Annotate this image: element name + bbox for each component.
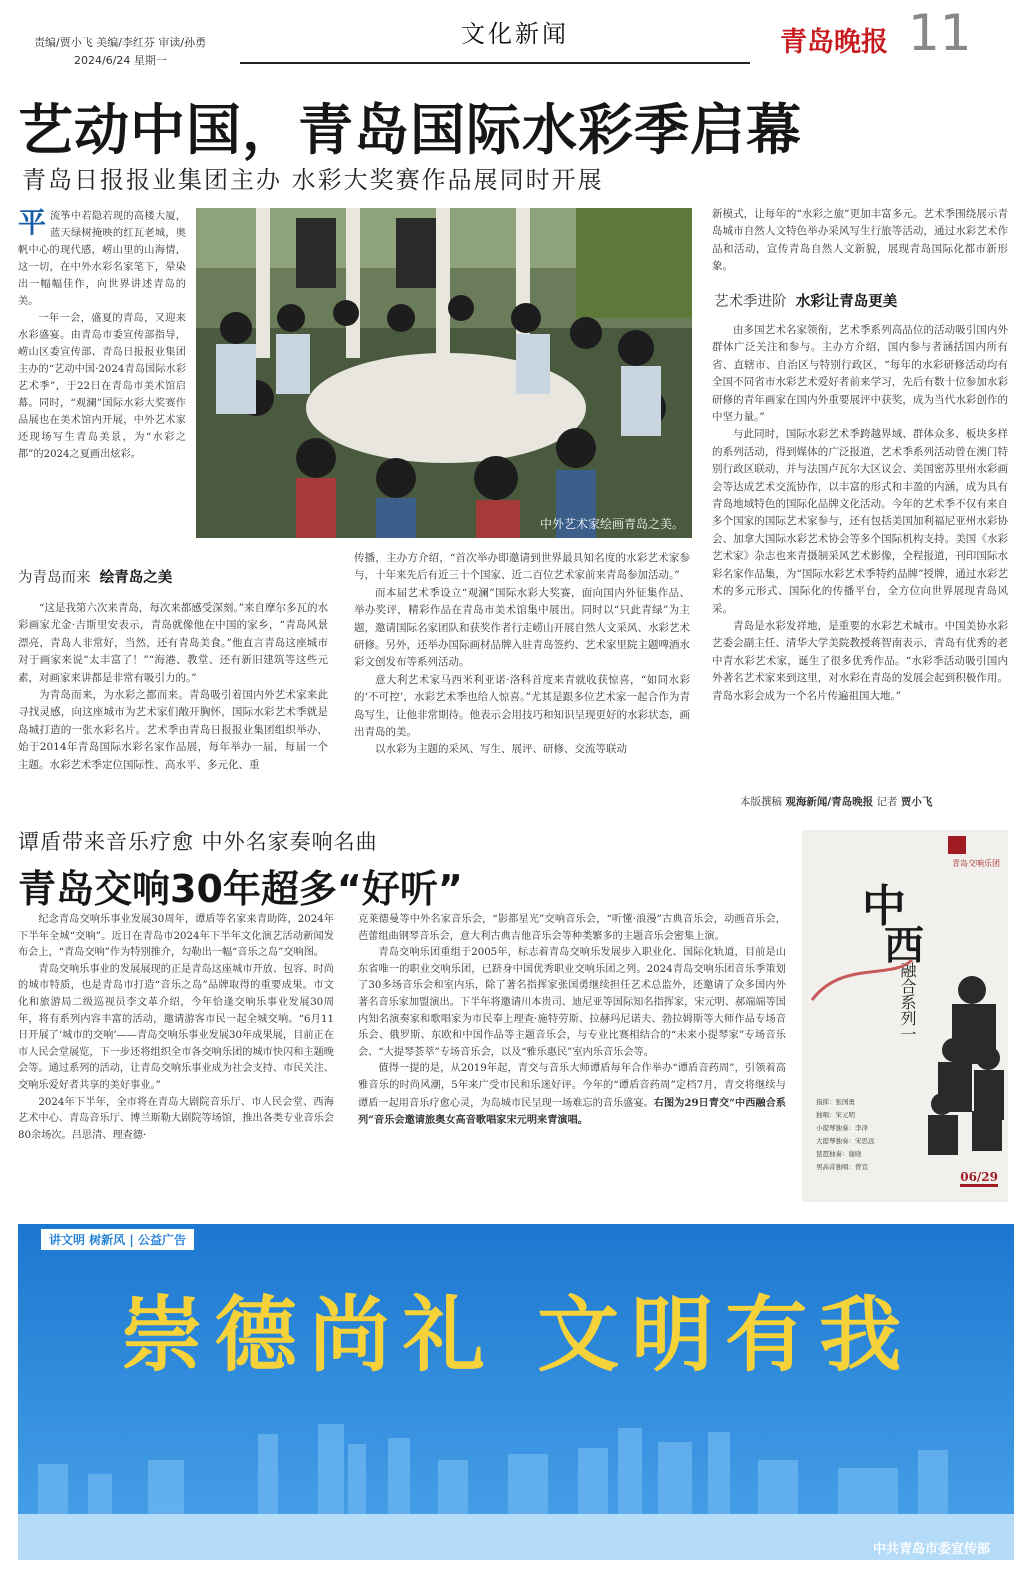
para: 新模式，让每年的“水彩之旅”更加丰富多元。艺术季围绕展示青岛城市自然人文特色举办采风写生行旅等活动，通过水彩艺术作品和活动，宣传青岛自然人文新貌，展现青岛国际化都市新形象。 xyxy=(712,208,1008,273)
credit: 独唱：宋元明 xyxy=(816,1111,855,1119)
issue-date: 2024/6/24 星期一 xyxy=(74,54,167,67)
article1-column-3-top xyxy=(712,206,1008,276)
article2-kicker: 谭盾带来音乐疗愈 中外名家奏响名曲 xyxy=(18,830,378,854)
headline-main: 艺动中国，青岛国际水彩季启幕 xyxy=(18,98,803,162)
subhead-1-bold: 绘青岛之美 xyxy=(99,570,173,586)
poster-title-zhong: 中 xyxy=(862,881,906,932)
para: 青岛是水彩发祥地，是重要的水彩艺术城市。中国美协水彩艺委会副主任、清华大学美院教授蒋智南表示，青岛有优秀的老中青水彩艺术家，诞生了很多优秀作品。“水彩季活动吸引国内外著名艺术家来到这里，对水彩在青岛的发展会起到积极作用。青岛水彩会成为一个名片传遍祖国大地。” xyxy=(712,619,1008,702)
para: 由多国艺术名家领衔，艺术季系列高品位的活动吸引国内外群体广泛关注和参与。主办方介绍，国内参与者涵括国内所有省、直辖市、自治区与特别行政区，“每年的水彩研修活动均有全国不同省市水彩艺术爱好者前来学习，先后有数十位参加水彩研修的青年画家在国内外重要展评中获奖，成为当代水彩创作的中坚力量。” xyxy=(712,324,1008,424)
para: 青岛交响乐事业的发展展现的正是青岛这座城市开放、包容、时尚的城市特质，也是青岛市打造“音乐之岛”品牌取得的重要成果。市文化和旅游局二级巡视员李文革介绍，今年恰逢交响乐事业发展30周年，将有系列内容丰富的活动，邀请游客市民一起全城交响。“6月11日开展了‘城市的交响’——青岛交响乐事业发展30年成果展，目前正在市人民会堂展览，下一步还将组织全市各交响乐团的城市快闪和主题晚会等。通过系列的活动，让青岛交响乐事业成为社会支持、市民关注、交响乐爱好者共享的美好事业。” xyxy=(18,963,334,1091)
poster-date: 06/29 xyxy=(960,1170,998,1187)
poster-credits xyxy=(816,1096,875,1174)
byline-source: 观海新闻/青岛晚报 xyxy=(785,796,874,808)
article2-column-1 xyxy=(18,912,334,1210)
para: 传播，主办方介绍，“首次举办即邀请到世界最具知名度的水彩艺术家参与，十年来先后有近三十个国家、近二百位艺术家前来青岛参加活动。” xyxy=(354,552,690,582)
byline xyxy=(740,794,1008,814)
poster-series: 融合系列一 xyxy=(898,962,917,1042)
newspaper-logo: 青岛晚报 xyxy=(780,27,888,58)
credit: 琵琶独奏：谢晓 xyxy=(816,1150,862,1158)
photo-note: 右图为29日青交“中西融合系列”音乐会邀请旅奥女高音歌唱家宋元明来青演唱。 xyxy=(358,1096,786,1127)
editor-credits: 责编/贾小飞 美编/李红芬 审读/孙勇 xyxy=(34,36,207,49)
para-text: 值得一提的是，从2019年起，青交与音乐大师谭盾每年合作举办“谭盾音药周”，引领着高雅音乐的时尚风潮，5年来广受市民和乐迷好评。今年的“谭盾音药周”定档7月，青交将继续与谭盾一起用音乐疗愈心灵，为岛城市民呈现一场难忘的音乐盛宴。 xyxy=(358,1063,786,1109)
article1-column-2 xyxy=(354,550,690,812)
crowd-photo-illustration xyxy=(196,208,692,538)
article2-column-2 xyxy=(358,912,786,1210)
para: 克莱德曼等中外名家音乐会，“影都星光”交响音乐会，“听懂·浪漫”古典音乐会，动画音乐会，芭蕾组曲钢琴音乐会，意大利古典吉他音乐会等种类繁多的主题音乐会密集上演。 xyxy=(358,914,786,942)
para: 而本届艺术季设立“观澜”国际水彩大奖赛，面向国内外征集作品、举办奖评，精彩作品在青岛市美术馆集中展出。同时以“只此青绿”为主题，邀请国际名家团队和获奖作者行走崂山开展自然人文采风、水彩艺术研修。另外，还举办国际画材品牌入驻青岛签约、艺术家里院主题啤酒水彩文创发布等系列活动。 xyxy=(354,586,690,669)
dropcap: 平 xyxy=(18,208,47,239)
para xyxy=(358,1061,786,1129)
section-title: 文化新闻 xyxy=(461,20,569,48)
credit: 小提琴独奏：李泽 xyxy=(816,1124,868,1132)
byline-reporter: 贾小飞 xyxy=(900,796,933,808)
poster-title-xi: 西 xyxy=(884,922,924,969)
subhead-2-prefix: 艺术季进阶 xyxy=(714,294,787,310)
concert-poster xyxy=(802,830,1008,1202)
subhead-2 xyxy=(714,290,897,311)
painting-event-photo xyxy=(196,208,692,538)
article1-column-1 xyxy=(18,600,328,812)
masthead-rule xyxy=(240,62,750,64)
para: 以水彩为主题的采风、写生、展评、研修、交流等联动 xyxy=(375,743,627,756)
ad-tag-text: 讲文明 树新风 xyxy=(49,1233,126,1247)
ad-tag-label: 公益广告 xyxy=(137,1233,186,1247)
credit: 大提琴独奏：宋思远 xyxy=(816,1137,875,1145)
headline-subtitle: 青岛日报报业集团主办 水彩大奖赛作品展同时开展 xyxy=(22,166,604,194)
byline-prefix: 本版撰稿 xyxy=(740,796,782,808)
subhead-2-bold: 水彩让青岛更美 xyxy=(795,294,898,310)
para: 为青岛而来，为水彩之都而来。青岛吸引着国内外艺术家来此寻找灵感，向这座城市为艺术家们敞开胸怀，国际水彩艺术季就是岛城打造的一张水彩名片。艺术季由青岛日报报业集团组织举办，始于2014年青岛国际水彩名家作品展，每年举办一届，每届一个主题。水彩艺术季定位国际性、高水平、多元化、重 xyxy=(18,689,328,771)
lead-paragraph: 流筝中若隐若现的高楼大厦，蓝天绿树掩映的红瓦老城，奥帆中心的现代感，崂山里的山海情，这一切，在中外水彩名家笔下，晕染出一幅幅佳作，向世界讲述青岛的美。 xyxy=(18,211,186,307)
article2-headline: 青岛交响30年超多“好听” xyxy=(18,867,463,911)
credit: 指挥：张国勇 xyxy=(816,1098,855,1106)
article1-column-3 xyxy=(712,322,1008,796)
photo-caption: 中外艺术家绘画青岛之美。 xyxy=(539,517,684,531)
para: 青岛交响乐团重组于2005年，标志着青岛交响乐发展步入职业化、国际化轨道，目前是山东省唯一的职业交响乐团，已跻身中国优秀职业交响乐团之列。2024青岛交响乐团音乐季策划了30多场音乐会和室内乐，除了著名指挥家张国勇继续担任艺术总监外，还邀请了众多国内外著名音乐家加盟演出。下半年将邀请川本贵司、迪尼亚等国际知名指挥家，宋元明、郝端端等国内知名演奏家和歌唱家为市民奉上理查·施特劳斯、拉赫玛尼诺夫、勃拉姆斯等大师作品专场音乐会、俄罗斯、东欧和中国作品等主题音乐会，与专业比赛相结合的“未来小提琴家”专场音乐会、“大提琴荟萃”专场音乐会，以及“雅乐惠民”室内乐音乐会等。 xyxy=(358,947,786,1058)
ad-tag: 讲文明 树新风 | 公益广告 xyxy=(40,1228,195,1251)
credit: 男高音独唱：曾宣 xyxy=(816,1163,868,1171)
byline-role: 记者 xyxy=(876,796,898,808)
subhead-1 xyxy=(18,566,172,587)
para: 纪念青岛交响乐事业发展30周年，谭盾等名家来青助阵，2024年下半年全城“交响”。近日在青岛市2024年下半年文化演艺活动新闻发布会上，“青岛交响”作为特别推介，勾勒出一幅“音乐之岛”交响图。 xyxy=(18,914,334,959)
masthead-editors xyxy=(34,34,206,70)
article1-lead-column xyxy=(18,208,186,538)
ad-sponsor: 中共青岛市委宣传部 xyxy=(872,1542,990,1557)
para: “这是我第六次来青岛，每次来都感受深刻。”来自摩尔多瓦的水彩画家尤金·吉斯里安表示，青岛就像他在中国的家乡，“青岛风景漂亮，青岛人非常好，当然，还有青岛美食。”他直言青岛这座城市对于画家来说“太丰富了！”“海港、教堂、还有新旧建筑等这些元素，对画家来讲都是非常有吸引力的。” xyxy=(18,602,328,684)
lead-paragraph-2: 一年一会，盛夏的青岛，又迎来水彩盛宴。由青岛市委宣传部指导，崂山区委宣传部、青岛日报报业集团主办的“艺动中国·2024青岛国际水彩艺术季”，于22日在青岛市美术馆启幕。同时，“观澜”国际水彩大奖赛作品展也在美术馆内开展，中外艺术家还现场写生青岛美景，为“水彩之都”的2024之夏画出炫彩。 xyxy=(18,313,186,460)
para: 2024年下半年，全市将在青岛大剧院音乐厅、市人民会堂、西海艺术中心、青岛音乐厅、博兰斯勒大剧院等场馆，推出各类专业音乐会80余场次。吕思清、理查德· xyxy=(18,1096,334,1141)
page-number: 11 xyxy=(908,4,972,62)
ad-slogan: 崇德尚礼 文明有我 xyxy=(120,1287,914,1383)
para: 与此同时，国际水彩艺术季跨越界域、群体众多、板块多样的系列活动，得到媒体的广泛报道，艺术季系列活动曾在澳门特别行政区联动，并与法国卢瓦尔大区议会、美国密苏里州水彩画会等达成艺术交流协作，以丰富的形式和丰盈的内涵，成为具有青岛地域特色的国际化品牌文化活动。今年的艺术季不仅有来自多个国家的国际艺术家参与，还有包括美国加利福尼亚州水彩协会、加拿大国际水彩艺术协会等多个国际机构支持。美国《水彩艺术家》杂志也来青摄制采风艺术影像，全程报道，刊印国际水彩名家作品集，为“国际水彩艺术季特约品牌”授牌，通过水彩艺术的多元形式、国际化的传播平台，全方位向世界展现青岛风采。 xyxy=(712,428,1008,615)
para: 意大利艺术家马西米利亚诺·洛科首度来青就收获惊喜，“如同水彩的‘不可控’，水彩艺术季也给人惊喜。”尤其是跟多位艺术家一起合作为青岛写生，让他非常期待。他表示会用技巧和知识呈现更好的水彩状态，画出青岛的美。 xyxy=(354,673,690,739)
subhead-1-prefix: 为青岛而来 xyxy=(18,570,91,586)
poster-org: 青岛交响乐团 xyxy=(952,859,1000,868)
